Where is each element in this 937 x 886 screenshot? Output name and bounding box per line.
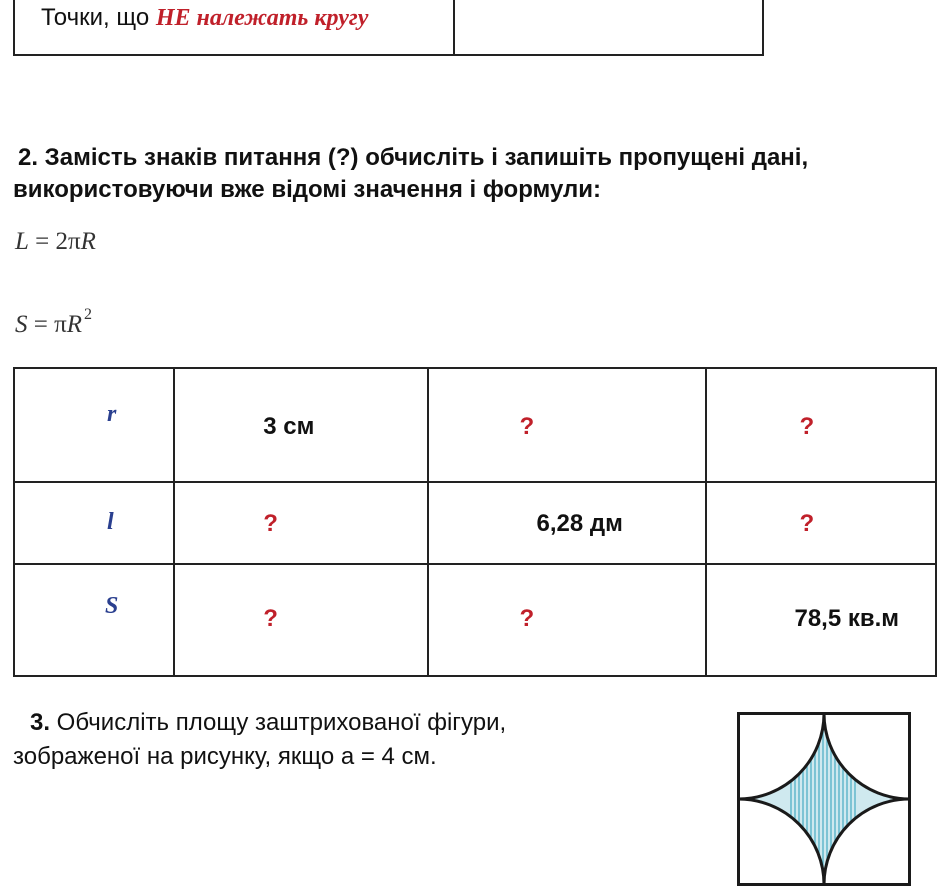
formula-l-eq: = 2π — [28, 228, 81, 255]
table-cell — [706, 368, 936, 482]
table-row — [14, 564, 936, 676]
task3-number: 3. — [30, 709, 51, 736]
formula-l-lhs: L — [15, 228, 29, 255]
cell-question: ? — [799, 413, 815, 440]
table-cell — [428, 368, 707, 482]
cell-question: ? — [263, 605, 278, 632]
task3-text — [13, 706, 506, 774]
formula-s-lhs: S — [15, 311, 28, 338]
table-cell — [428, 482, 707, 564]
values-table — [13, 367, 937, 677]
table-cell — [428, 564, 707, 676]
table-cell — [174, 564, 427, 676]
task3-line1-rest: Обчисліть площу заштрихованої фігури, — [50, 709, 507, 736]
task2-line1: 2. Замість знаків питання (?) обчисліть і запишіть пропущені дані, — [18, 144, 809, 171]
task2-heading — [13, 142, 808, 206]
cell-question: ? — [263, 510, 278, 537]
table-cell — [174, 368, 427, 482]
formula-s-exp: 2 — [84, 306, 93, 323]
row-label-cell — [14, 564, 174, 676]
formula-s-eq: = π — [27, 311, 67, 338]
top-row-emphasis: НЕ належать кругу — [155, 5, 369, 31]
table-row — [14, 482, 936, 564]
top-row-prefix: Точки, що — [41, 4, 156, 31]
row-label-cell — [14, 368, 174, 482]
top-table-row — [13, 0, 764, 56]
row-label-r: r — [107, 401, 117, 427]
row-label-l: l — [107, 509, 114, 535]
cell-question: ? — [799, 510, 815, 537]
table-row — [14, 368, 936, 482]
cell-value: 3 см — [263, 413, 315, 440]
table-cell — [174, 482, 427, 564]
task3-line1 — [13, 706, 506, 740]
cell-value: 78,5 кв.м — [794, 605, 900, 632]
task2-line2: використовуючи вже відомі значення і формули: — [13, 176, 602, 203]
top-table-cell-empty — [455, 0, 762, 54]
top-table-cell-label — [15, 0, 455, 54]
formula-s-var: R — [66, 311, 83, 338]
top-row-text — [41, 4, 368, 32]
star-figure — [737, 712, 911, 886]
cell-value: 6,28 дм — [536, 510, 623, 537]
row-label-cell — [14, 482, 174, 564]
formula-area — [15, 306, 92, 339]
formula-circumference — [15, 228, 96, 256]
table-cell — [706, 482, 936, 564]
cell-question: ? — [519, 413, 535, 440]
cell-question: ? — [519, 605, 535, 632]
row-label-s: S — [105, 593, 119, 619]
formula-l-var: R — [80, 228, 96, 255]
table-cell — [706, 564, 936, 676]
task3-line2: зображеної на рисунку, якщо а = 4 см. — [13, 743, 437, 770]
